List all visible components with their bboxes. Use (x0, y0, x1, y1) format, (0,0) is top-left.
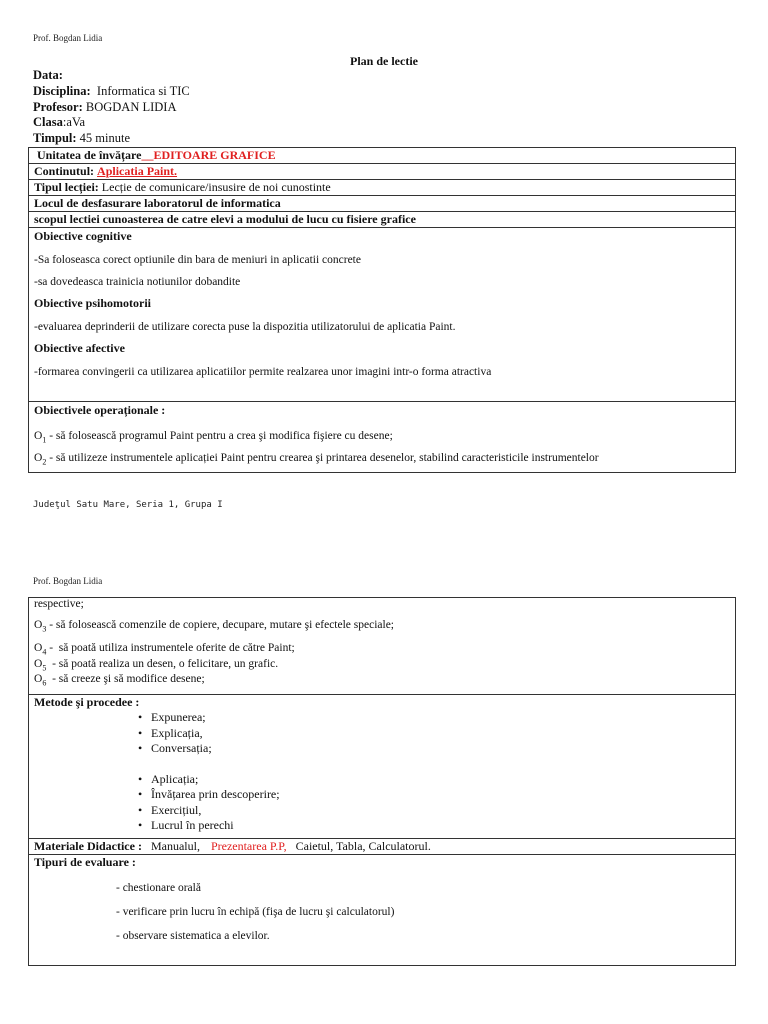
metoda-item: • Expunerea; (34, 710, 735, 726)
page-footer: Judeţul Satu Mare, Seria 1, Grupa I (33, 500, 223, 510)
evaluare-item: - chestionare orală (116, 882, 201, 894)
document-title: Plan de lectie (350, 54, 418, 68)
obiective-cognitive-title: Obiective cognitive (34, 229, 132, 243)
objective-o3: $O_3$ - să folosească comenzile de copiere, decupare, mutare şi efectele speciale; (34, 619, 394, 634)
meta-timpul-row: Timpul: 45 minute (33, 131, 131, 146)
objective-o1: $O_1$ - să folosească programul Paint pentru a crea şi modifica fişiere cu desene; (34, 430, 393, 445)
objective-o2: $O_2$ - să utilizeze instrumentele aplicației Paint pentru crearea şi printarea desenelor, stabilind caracteristicile instrumentelor (34, 452, 599, 467)
lesson-meta (33, 68, 190, 147)
obiectiv-cognitiv-2: -sa dovedeasca trainicia notiunilor dobandite (34, 276, 241, 288)
metode-row (29, 695, 736, 839)
meta-profesor-row: Profesor: BOGDAN LIDIA (33, 99, 177, 114)
objective-o4: $O_4$ - să poată utiliza instrumentele oferite de către Paint; (34, 642, 295, 657)
respective-text: respective; (34, 598, 84, 610)
metoda-item: • Aplicația; (34, 772, 735, 788)
obiective-row (29, 228, 736, 402)
meta-clasa-row: Clasa:aVa (33, 115, 86, 130)
page2-header: Prof. Bogdan Lidia (33, 576, 103, 586)
continutul-row: Continutul: Aplicatia Paint. (29, 164, 736, 180)
metoda-item: • Explicația, (34, 726, 735, 742)
locul-row: Locul de desfasurare laboratorul de informatica (29, 196, 736, 212)
tipul-row: Tipul lecției: Lecție de comunicare/insusire de noi cunostinte (29, 180, 736, 196)
metoda-item: • Conversația; (34, 741, 735, 757)
evaluare-title: Tipuri de evaluare : (34, 855, 136, 869)
evaluare-item: - observare sistematica a elevilor. (116, 930, 270, 942)
evaluare-row (29, 855, 736, 966)
obiective-operationale-title: Obiectivele operaționale : (34, 403, 166, 417)
obiective-psihomotorii-title: Obiective psihomotorii (34, 296, 151, 310)
metode-list-b (34, 772, 735, 834)
metode-list-a (34, 710, 735, 757)
evaluare-item: - verificare prin lucru în echipă (fişa de lucru şi calculatorul) (116, 906, 395, 918)
obiectiv-psihomotor: -evaluarea deprinderii de utilizare corecta puse la dispozitia utilizatorului de aplicatia Paint. (34, 321, 456, 333)
page-header: Prof. Bogdan Lidia (33, 33, 103, 43)
metoda-item: • Învățarea prin descoperire; (34, 787, 735, 803)
obiective-afective-title: Obiective afective (34, 341, 125, 355)
objective-o5: $O_5$ - să poată realiza un desen, o felicitare, un grafic. (34, 657, 279, 672)
objectives-continued-row (29, 598, 736, 695)
meta-disciplina-row: Disciplina: Informatica si TIC (33, 83, 190, 98)
objective-o6: $O_6$ - să creeze şi să modifice desene; (34, 672, 205, 688)
unitatea-row: Unitatea de învățare__EDITOARE GRAFICE (29, 148, 736, 164)
lesson-table-page1 (28, 147, 736, 473)
meta-data-row: Data: (33, 68, 63, 82)
materiale-row: Materiale Didactice : Manualul, Prezentarea P.P, Caietul, Tabla, Calculatorul. (29, 839, 736, 855)
scopul-row: scopul lectiei cunoasterea de catre elevi a modului de lucu cu fisiere grafice (29, 212, 736, 228)
obiectiv-cognitiv-1: -Sa foloseasca corect optiunile din bara de meniuri in aplicatii concrete (34, 254, 361, 266)
metode-title: Metode şi procedee : (34, 695, 140, 709)
metoda-item: • Exercițiul, (34, 803, 735, 819)
lesson-table-page2 (28, 597, 736, 966)
metoda-item: • Lucrul în perechi (34, 818, 735, 834)
operationale-row (29, 402, 736, 473)
obiectiv-afectiv: -formarea convingerii ca utilizarea aplicatiilor permite realzarea unor imagini intr-o forma atractiva (34, 366, 492, 378)
